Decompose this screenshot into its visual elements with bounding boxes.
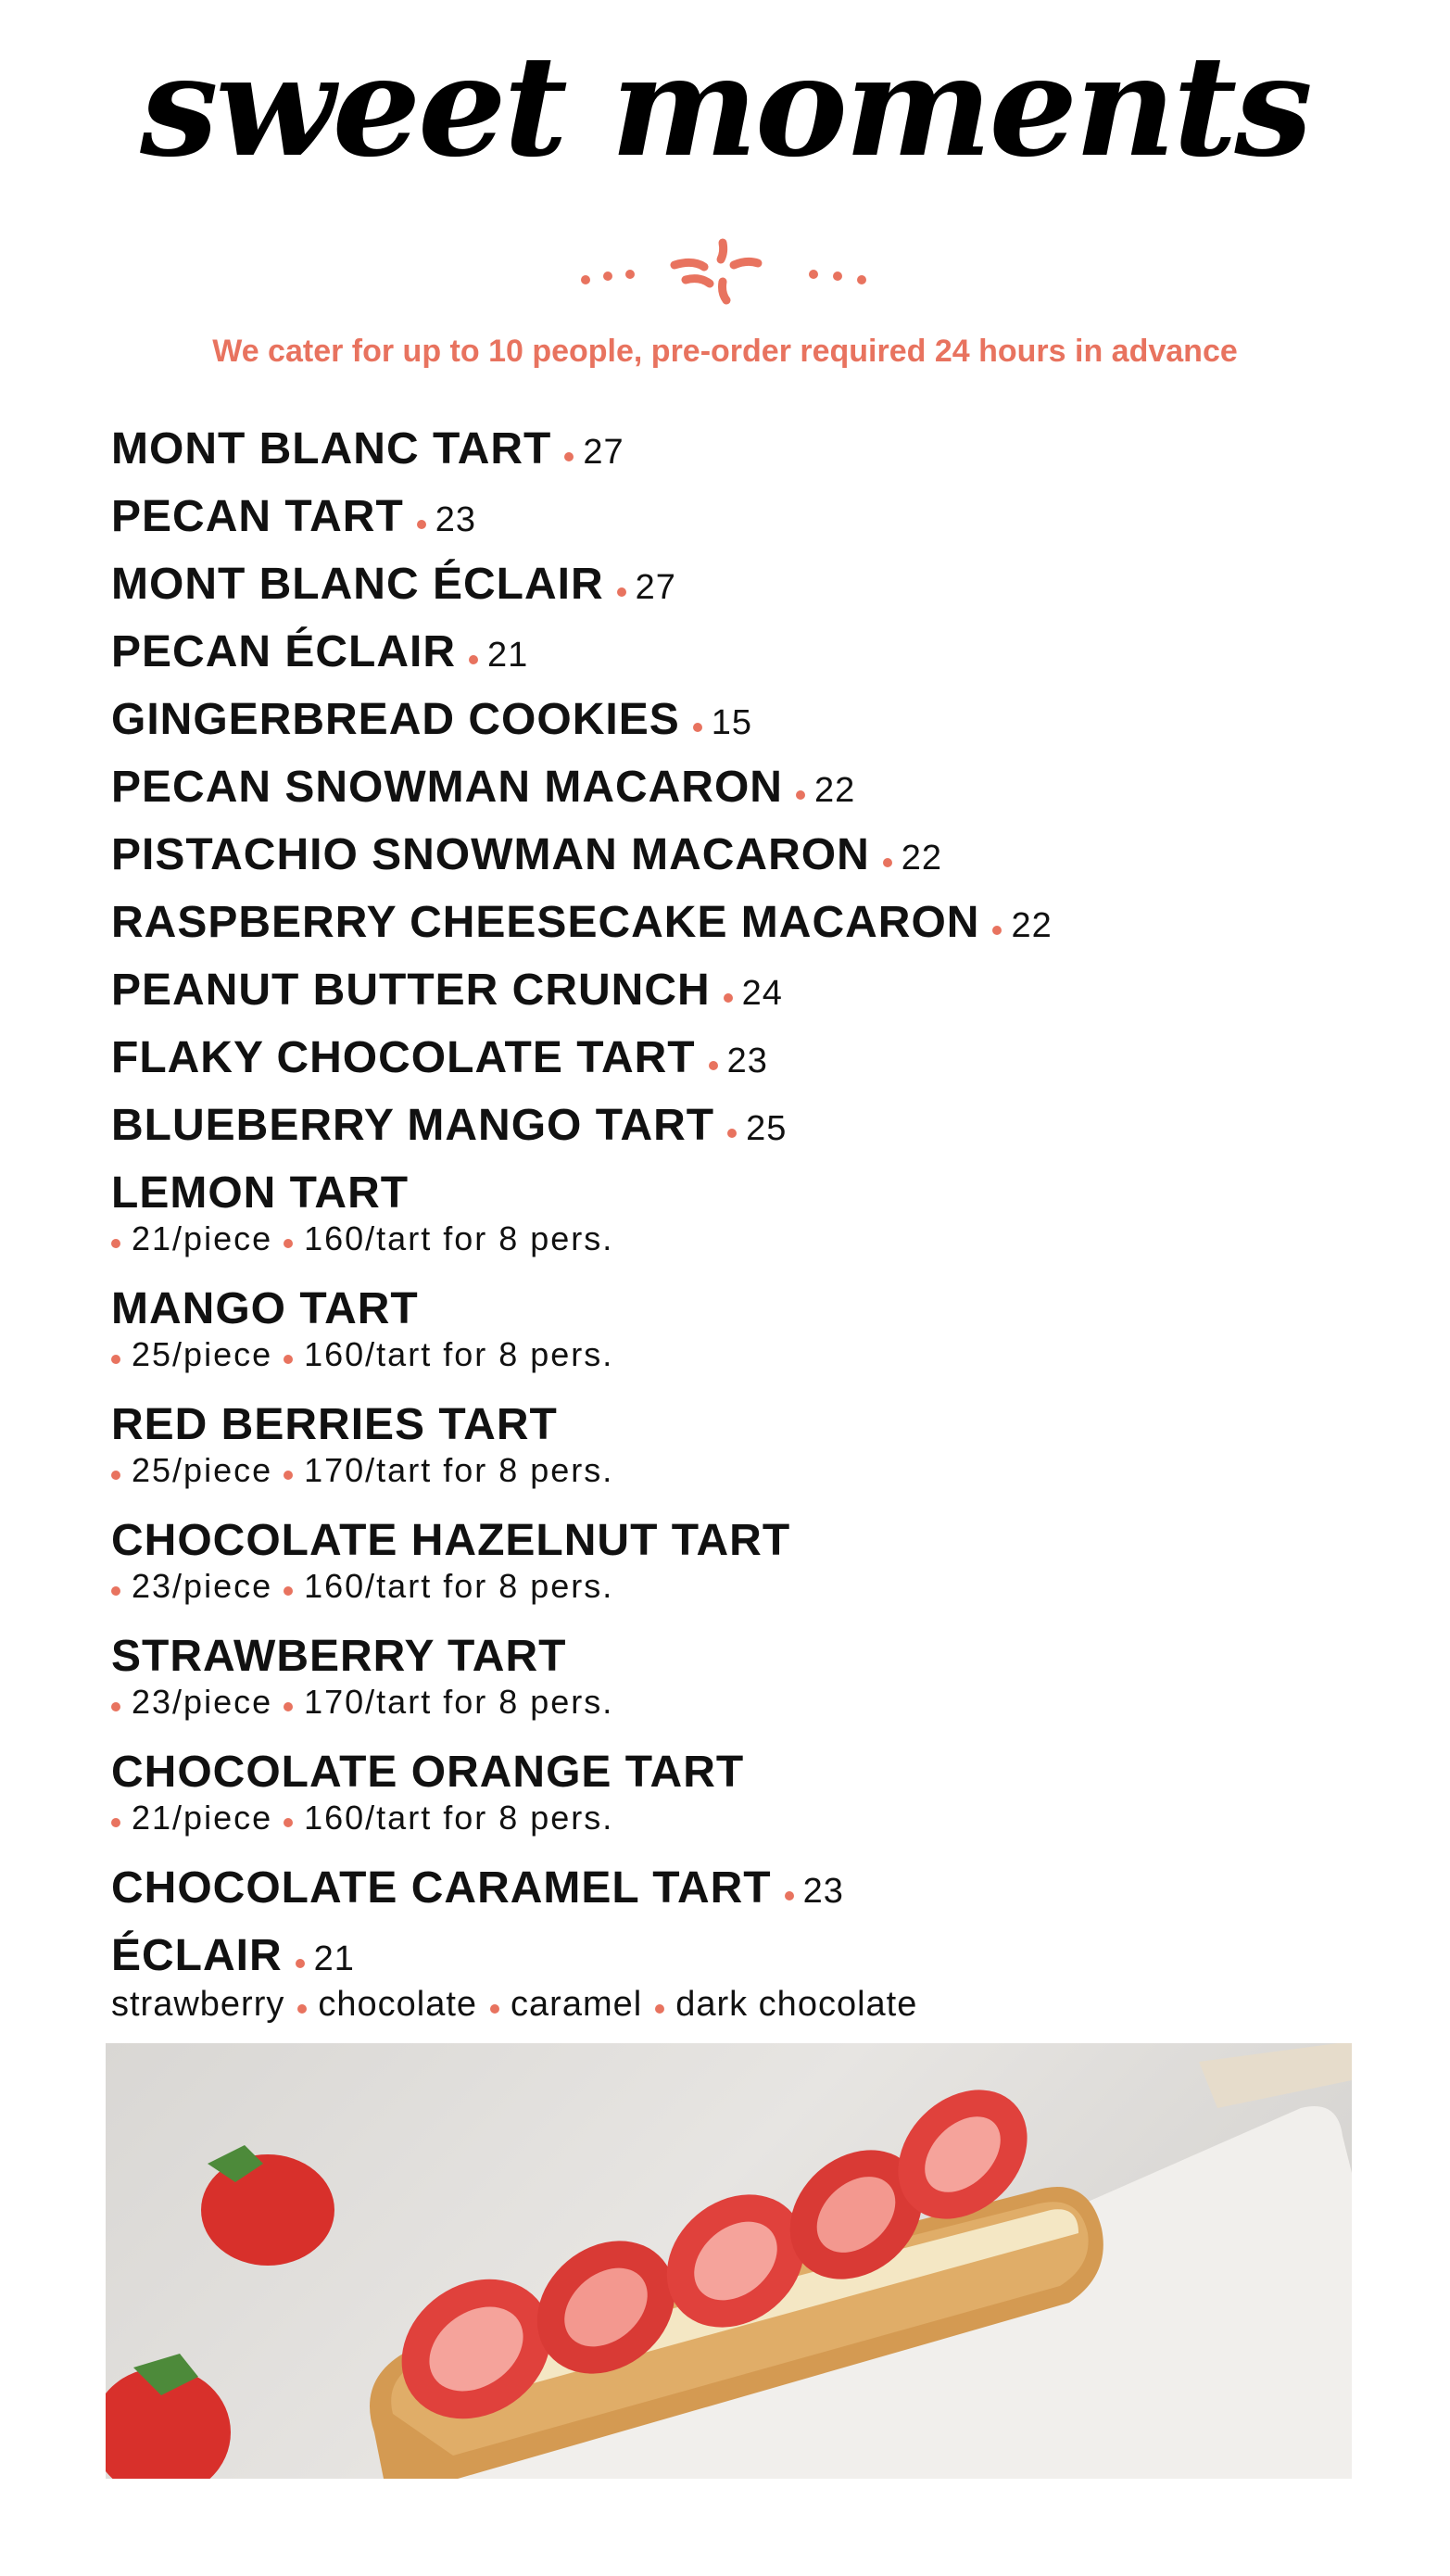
bullet-dot-icon — [111, 1355, 120, 1364]
menu-item — [111, 821, 1353, 889]
bullet-dot-icon — [564, 452, 574, 461]
tart-price: 160/tart for 8 pers. — [304, 1567, 614, 1605]
item-name: BLUEBERRY MANGO TART — [111, 1101, 715, 1150]
bullet-dot-icon — [693, 723, 702, 732]
bullet-dot-icon — [111, 1471, 120, 1480]
bullet-dot-icon — [111, 1702, 120, 1711]
bullet-dot-icon — [111, 1586, 120, 1596]
item-price: 24 — [741, 974, 783, 1013]
catering-note: We cater for up to 10 people, pre-order required 24 hours in advance — [212, 334, 1238, 369]
item-name: RASPBERRY CHEESECAKE MACARON — [111, 898, 980, 947]
tart-item — [111, 1275, 1353, 1382]
eclair-illustration — [106, 2043, 1352, 2479]
tart-price: 160/tart for 8 pers. — [304, 1799, 614, 1837]
item-name: PISTACHIO SNOWMAN MACARON — [111, 830, 870, 879]
item-name: LEMON TART — [111, 1168, 410, 1218]
piece-price: 21/piece — [132, 1219, 273, 1257]
item-name: PECAN SNOWMAN MACARON — [111, 763, 783, 812]
item-price: 23 — [726, 1042, 768, 1080]
bullet-dot-icon — [297, 2004, 307, 2014]
flavor: dark chocolate — [675, 1985, 918, 2024]
item-price: 22 — [901, 839, 943, 878]
item-price: 21 — [487, 636, 529, 675]
menu-item — [111, 550, 1353, 618]
menu-item — [111, 889, 1353, 956]
item-name: PEANUT BUTTER CRUNCH — [111, 966, 711, 1015]
piece-price: 21/piece — [132, 1799, 273, 1837]
flavor: caramel — [511, 1985, 643, 2024]
tart-item — [111, 1623, 1353, 1729]
bullet-dot-icon — [469, 655, 478, 664]
bullet-dot-icon — [785, 1891, 794, 1900]
bullet-dot-icon — [417, 520, 426, 529]
item-name: STRAWBERRY TART — [111, 1632, 567, 1681]
item-name: CHOCOLATE CARAMEL TART — [111, 1863, 772, 1913]
bullet-dot-icon — [284, 1818, 293, 1827]
tart-price: 170/tart for 8 pers. — [304, 1683, 614, 1721]
tart-price: 170/tart for 8 pers. — [304, 1451, 614, 1489]
bullet-dot-icon — [284, 1586, 293, 1596]
bullet-dot-icon — [284, 1702, 293, 1711]
item-name: PECAN ÉCLAIR — [111, 627, 457, 676]
bullet-dot-icon — [727, 1129, 737, 1138]
tart-item — [111, 1159, 1353, 1266]
tart-item — [111, 1507, 1353, 1613]
bullet-dot-icon — [284, 1471, 293, 1480]
bullet-dot-icon — [617, 587, 626, 597]
item-name: ÉCLAIR — [111, 1931, 283, 1980]
bullet-dot-icon — [111, 1239, 120, 1248]
item-name: CHOCOLATE HAZELNUT TART — [111, 1516, 791, 1565]
menu-item — [111, 483, 1353, 550]
item-name: MONT BLANC TART — [111, 424, 552, 474]
menu-item — [111, 956, 1353, 1024]
tart-price: 160/tart for 8 pers. — [304, 1335, 614, 1373]
menu-item — [111, 415, 1353, 483]
piece-price: 23/piece — [132, 1683, 273, 1721]
item-name: MONT BLANC ÉCLAIR — [111, 560, 604, 609]
item-name: GINGERBREAD COOKIES — [111, 695, 680, 744]
bullet-dot-icon — [655, 2004, 664, 2014]
flavor: chocolate — [318, 1985, 478, 2024]
item-name: CHOCOLATE ORANGE TART — [111, 1748, 745, 1797]
piece-price: 25/piece — [132, 1335, 273, 1373]
item-price: 15 — [711, 703, 753, 742]
piece-price: 23/piece — [132, 1567, 273, 1605]
bullet-dot-icon — [724, 993, 733, 1003]
item-name: MANGO TART — [111, 1284, 419, 1333]
item-price: 23 — [435, 500, 477, 539]
bullet-dot-icon — [284, 1355, 293, 1364]
menu-list — [111, 415, 1353, 2030]
item-price: 22 — [1011, 906, 1053, 945]
bullet-dot-icon — [883, 858, 892, 867]
strawberry-eclair-photo — [106, 2043, 1352, 2479]
menu-item — [111, 1854, 1353, 1922]
item-name: PECAN TART — [111, 492, 404, 541]
bullet-dot-icon — [709, 1061, 718, 1070]
item-price: 27 — [583, 433, 624, 472]
item-price: 21 — [313, 1939, 355, 1978]
menu-item — [111, 618, 1353, 686]
item-price: 22 — [813, 771, 856, 810]
bullet-dot-icon — [111, 1818, 120, 1827]
bullet-dot-icon — [296, 1959, 305, 1968]
eclair-flavors — [111, 1984, 1353, 2030]
item-price: 23 — [802, 1872, 844, 1911]
item-name: RED BERRIES TART — [111, 1400, 558, 1449]
menu-item — [111, 1092, 1353, 1159]
ornament-icon — [565, 232, 889, 306]
tart-price: 160/tart for 8 pers. — [304, 1219, 614, 1257]
menu-item — [111, 753, 1353, 821]
menu-item — [111, 686, 1353, 753]
bullet-dot-icon — [284, 1239, 293, 1248]
eclair-item — [111, 1922, 1353, 2030]
tart-item — [111, 1738, 1353, 1845]
bullet-dot-icon — [796, 790, 805, 800]
item-price: 25 — [746, 1109, 788, 1148]
menu-item — [111, 1024, 1353, 1092]
item-price: 27 — [635, 568, 676, 607]
item-name: FLAKY CHOCOLATE TART — [111, 1033, 696, 1082]
flavor: strawberry — [111, 1985, 285, 2024]
bullet-dot-icon — [490, 2004, 499, 2014]
piece-price: 25/piece — [132, 1451, 273, 1489]
bullet-dot-icon — [992, 926, 1002, 935]
page-title: sweet moments — [140, 25, 1310, 188]
tart-item — [111, 1391, 1353, 1497]
